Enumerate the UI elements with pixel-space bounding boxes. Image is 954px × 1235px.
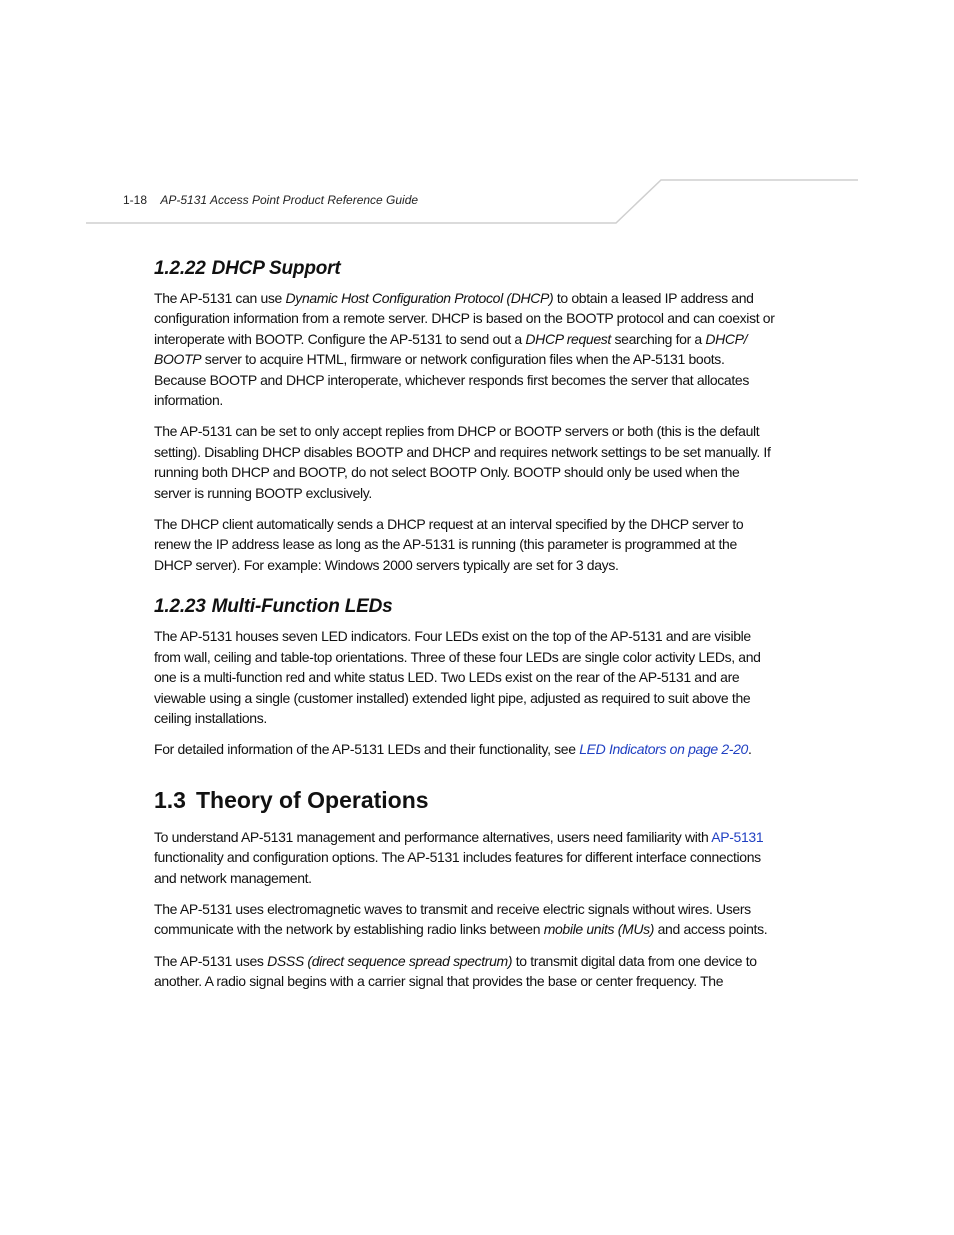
section-number: 1.2.23 [154,596,206,618]
paragraph: The AP-5131 uses DSSS (direct sequence spread spectrum) to transmit digital data from one device to another. A radio signal begins with a carrier signal that provides the base or center frequency. The [154,952,757,990]
section-title: Multi-Function LEDs [211,596,393,618]
page-content [154,258,776,1003]
paragraph: For detailed information of the AP-5131 LEDs and their functionality, see LED Indicators on page 2-20. [154,741,752,758]
section-number: 1.2.22 [154,258,206,279]
section-title: Theory of Operations [195,786,429,813]
page-number: 1-18 [123,193,148,207]
ap-5131-link[interactable]: AP-5131 [711,828,764,845]
paragraph: To understand AP-5131 management and performance alternatives, users need familiarity with AP-5131 functionality and configuration options. The AP-5131 includes features for different interface connections and network management. [154,828,764,886]
running-header [123,193,418,207]
section-number: 1.3 [154,786,186,813]
section-title: DHCP Support [211,258,341,279]
paragraph: The AP-5131 houses seven LED indicators. Four LEDs exist on the top of the AP-5131 and are visible from wall, ceiling and table-top orientations. Three of these four LEDs are single color activity LEDs, and one is a multi-function red and white status LED. Two LEDs exist on the rear of the AP-5131 and are viewable using a single (customer installed) extended light pipe, adjusted as required to suit above the ceiling installations. [154,628,761,726]
section-heading-theory-of-operations [154,787,776,814]
paragraph: The AP-5131 uses electromagnetic waves to transmit and receive electric signals without wires. Users communicate with the network by establishing radio links between mobile units (MUs) and access points. [154,900,768,938]
section-heading-dhcp-support [154,258,776,280]
led-indicators-link[interactable]: LED Indicators on page 2-20 [579,741,748,758]
guide-title: AP-5131 Access Point Product Reference Guide [160,193,419,207]
paragraph: The DHCP client automatically sends a DHCP request at an interval specified by the DHCP server to renew the IP address lease as long as the AP-5131 is running (this parameter is programmed at the DHCP server). For example: Windows 2000 servers typically are set for 3 days. [154,516,744,573]
section-heading-multi-function-leds [154,596,776,618]
paragraph: The AP-5131 can be set to only accept replies from DHCP or BOOTP servers or both (this is the default setting). Disabling DHCP disables BOOTP and DHCP and requires network settings to be set manually. If running both DHCP and BOOTP, do not select BOOTP Only. BOOTP should only be used when the server is running BOOTP exclusively. [154,423,771,501]
paragraph: The AP-5131 can use Dynamic Host Configuration Protocol (DHCP) to obtain a leased IP address and configuration information from a remote server. DHCP is based on the BOOTP protocol and can coexist or interoperate with BOOTP. Configure the AP-5131 to send out a DHCP request searching for a DHCP/ BOOTP server to acquire HTML, firmware or network configuration files when the AP-5131 boots. Because BOOTP and DHCP interoperate, whichever responds first becomes the server that allocates information. [154,290,775,409]
